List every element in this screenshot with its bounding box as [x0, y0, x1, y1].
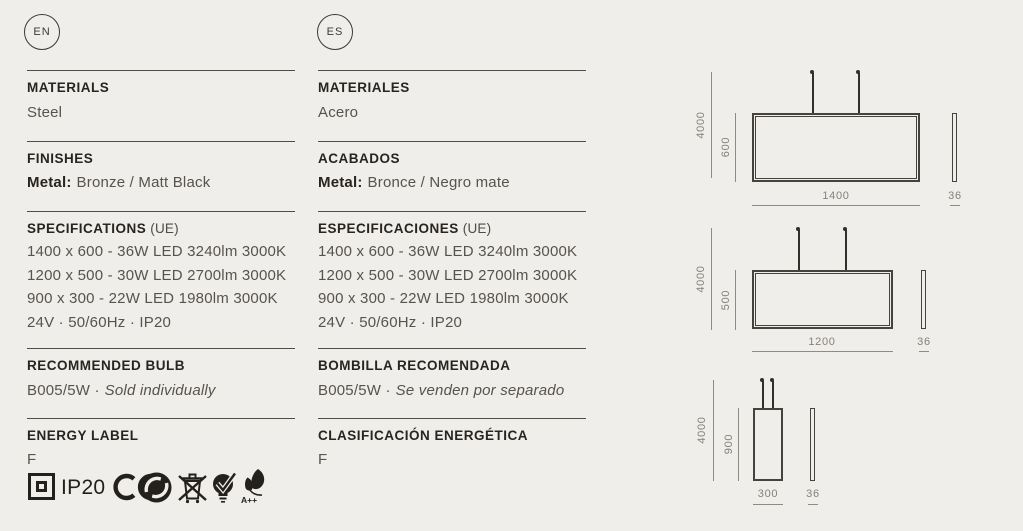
materials-heading-en	[27, 80, 109, 95]
panel-side-view	[810, 408, 815, 481]
dim-total-height-label: 4000	[695, 265, 707, 293]
finish-metal-value-es: Bronce / Negro mate	[367, 174, 510, 191]
ip20-rating-label: IP20	[61, 476, 106, 499]
wire-anchor-dot	[856, 70, 860, 74]
materials-value-en: Steel	[27, 104, 63, 121]
specs-heading-es-suffix: (UE)	[462, 221, 492, 236]
suspension-wire	[845, 230, 847, 270]
materials-heading-es-text: MATERIALES	[318, 80, 410, 95]
finishes-heading-es	[318, 151, 400, 166]
eco-leaves-icon	[241, 468, 268, 505]
dim-line-panel-height	[735, 270, 736, 330]
panel-front-view	[752, 113, 920, 182]
weee-crossed-bin-icon	[176, 470, 209, 505]
bulb-value-es	[318, 382, 564, 399]
dim-line-panel-width	[752, 205, 920, 206]
suspension-wire	[762, 381, 764, 408]
divider	[318, 418, 586, 419]
dim-depth-label: 36	[806, 488, 820, 500]
dim-panel-height-label: 900	[723, 433, 735, 455]
materials-heading-es	[318, 80, 410, 95]
spec-line: 1200 x 500 - 30W LED 2700lm 3000K	[27, 266, 287, 284]
divider	[318, 348, 586, 349]
energy-class-small-label: A++	[241, 495, 258, 505]
finish-metal-label-es: Metal:	[318, 174, 363, 191]
energy-value-es: F	[318, 451, 328, 468]
dim-panel-height-label: 600	[720, 136, 732, 158]
bulb-code-en: B005/5W ·	[27, 382, 100, 399]
energy-heading-en-text: ENERGY LABEL	[27, 428, 139, 443]
energy-value-en: F	[27, 451, 37, 468]
bulb-check-icon	[211, 470, 239, 504]
suspension-wire	[812, 73, 814, 113]
dim-panel-width-label: 1400	[822, 190, 850, 202]
wire-anchor-dot	[770, 378, 774, 382]
panel-side-view	[952, 113, 957, 182]
finish-metal-label-en: Metal:	[27, 174, 72, 191]
divider	[27, 70, 295, 71]
spec-line: 900 x 300 - 22W LED 1980lm 3000K	[27, 290, 278, 307]
bulb-heading-es-text: BOMBILLA RECOMENDADA	[318, 358, 511, 373]
specs-heading-es	[318, 221, 491, 236]
specs-heading-es-text: ESPECIFICACIONES	[318, 221, 459, 236]
dim-line-total-height	[711, 72, 712, 178]
specs-heading-en-text: SPECIFICATIONS	[27, 221, 147, 236]
spec-line: 1200 x 500 - 30W LED 2700lm 3000K	[318, 266, 578, 284]
dim-line-total-height	[713, 380, 714, 481]
divider	[318, 211, 586, 212]
suspension-wire	[772, 381, 774, 408]
dim-line-depth	[950, 205, 960, 206]
specs-heading-en	[27, 221, 179, 236]
dim-panel-width-label: 300	[757, 488, 779, 500]
panel-front-view	[753, 408, 783, 481]
finishes-value-es	[318, 174, 510, 191]
finishes-heading-en	[27, 151, 93, 166]
divider	[318, 70, 586, 71]
class-2-double-insulation-icon	[28, 473, 55, 500]
materials-value-es: Acero	[318, 104, 359, 121]
spec-line: 1400 x 600 - 36W LED 3240lm 3000K	[318, 243, 578, 260]
wire-anchor-dot	[760, 378, 764, 382]
bulb-value-en	[27, 382, 216, 399]
language-badge-es	[317, 14, 353, 50]
dim-total-height-label: 4000	[696, 416, 708, 444]
dim-panel-height-label: 500	[720, 289, 732, 311]
wire-anchor-dot	[810, 70, 814, 74]
wire-anchor-dot	[843, 227, 847, 231]
energy-heading-en	[27, 428, 139, 443]
language-badge-es-label: ES	[326, 26, 344, 38]
finishes-value-en	[27, 174, 210, 191]
dim-line-panel-height	[735, 113, 736, 182]
language-badge-en-label: EN	[33, 26, 51, 38]
panel-front-view	[752, 270, 893, 329]
wire-anchor-dot	[796, 227, 800, 231]
divider	[318, 141, 586, 142]
spec-line: 1400 x 600 - 36W LED 3240lm 3000K	[27, 243, 287, 260]
bulb-note-es: Se venden por separado	[395, 382, 565, 399]
energy-heading-es	[318, 428, 528, 443]
finishes-heading-es-text: ACABADOS	[318, 151, 401, 166]
finishes-heading-en-text: FINISHES	[27, 151, 94, 166]
dim-depth-label: 36	[948, 190, 962, 202]
divider	[27, 348, 295, 349]
energy-heading-es-text: CLASIFICACIÓN ENERGÉTICA	[318, 428, 529, 443]
bulb-code-es: B005/5W ·	[318, 382, 391, 399]
panel-side-view	[921, 270, 926, 329]
divider	[27, 211, 295, 212]
divider	[27, 141, 295, 142]
dim-panel-width-label: 1200	[808, 336, 836, 348]
specs-heading-en-suffix: (UE)	[150, 221, 179, 236]
specs-list-es	[318, 240, 577, 334]
bulb-heading-en	[27, 358, 185, 373]
suspension-wire	[798, 230, 800, 270]
divider	[27, 418, 295, 419]
dim-line-total-height	[711, 228, 712, 330]
spec-line: 24V · 50/60Hz · IP20	[27, 313, 172, 331]
materials-heading-en-text: MATERIALS	[27, 80, 110, 95]
dim-line-depth	[919, 351, 929, 352]
specs-list-en	[27, 240, 286, 334]
bulb-note-en: Sold individually	[104, 382, 216, 399]
dim-line-panel-width	[752, 351, 893, 352]
dim-depth-label: 36	[917, 336, 931, 348]
bulb-heading-en-text: RECOMMENDED BULB	[27, 358, 185, 373]
green-dot-recycling-icon	[141, 472, 172, 503]
spec-line: 900 x 300 - 22W LED 1980lm 3000K	[318, 290, 569, 307]
dim-total-height-label: 4000	[695, 111, 707, 139]
bulb-heading-es	[318, 358, 511, 373]
suspension-wire	[858, 73, 860, 113]
dim-line-depth	[808, 504, 818, 505]
spec-line: 24V · 50/60Hz · IP20	[318, 313, 463, 331]
dim-line-panel-height	[738, 408, 739, 481]
finish-metal-value-en: Bronze / Matt Black	[76, 174, 211, 191]
dim-line-panel-width	[753, 504, 783, 505]
language-badge-en	[24, 14, 60, 50]
